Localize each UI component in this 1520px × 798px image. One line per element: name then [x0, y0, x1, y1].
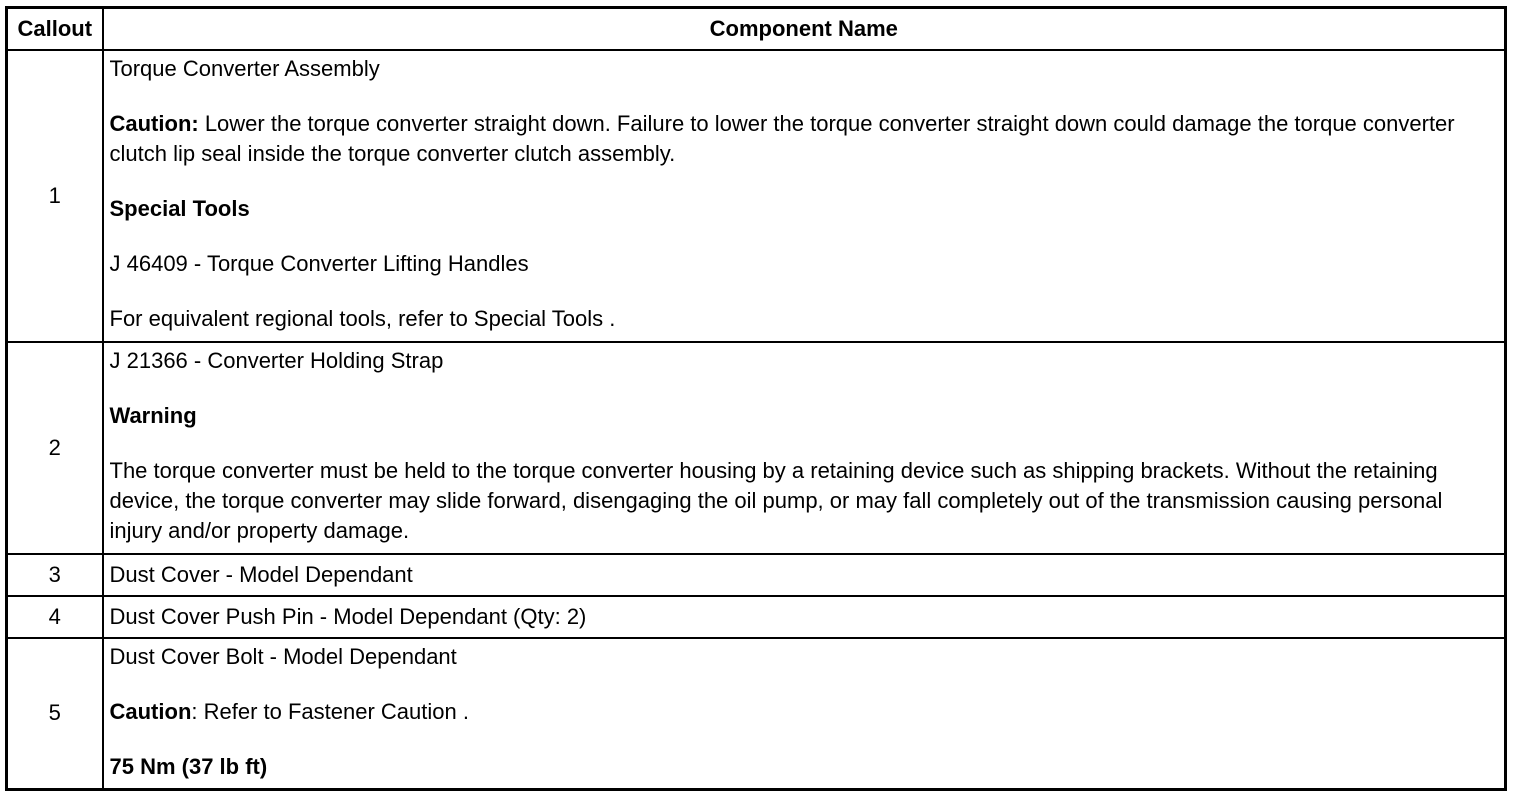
torque-spec: 75 Nm (37 lb ft) — [109, 753, 268, 779]
component-description — [103, 638, 1506, 790]
warning-text: The torque converter must be held to the torque converter housing by a retaining device such as shipping brackets. Without the retaining device, the torque converter may slide forward, disengaging the oil pump, or may fall completely out of the transmission causing personal injury and/or property damage. — [109, 457, 1443, 543]
caution-label: Caution — [109, 698, 192, 724]
component-name: Dust Cover Bolt - Model Dependant — [109, 643, 457, 669]
callout-number: 3 — [7, 554, 103, 596]
table-row — [7, 342, 1506, 554]
warning-heading: Warning — [109, 402, 197, 428]
component-description — [103, 50, 1506, 342]
table-row — [7, 596, 1506, 638]
table-row — [7, 50, 1506, 342]
caution-note — [110, 109, 1499, 169]
caution-text: Lower the torque converter straight down. Failure to lower the torque converter straight down could damage the torque converter clutch lip seal inside the torque converter clutch assembly. — [109, 110, 1455, 166]
callout-number: 2 — [7, 342, 103, 554]
callout-number: 4 — [7, 596, 103, 638]
header-row — [7, 8, 1506, 50]
callout-number: 5 — [7, 638, 103, 790]
caution-label: Caution: — [109, 110, 199, 136]
components-table — [5, 6, 1507, 791]
component-name: Dust Cover - Model Dependant — [103, 554, 1506, 596]
callout-number: 1 — [7, 50, 103, 342]
callout-header: Callout — [7, 8, 103, 50]
caution-text: : Refer to Fastener Caution . — [191, 698, 469, 724]
component-name: Dust Cover Push Pin - Model Dependant (Qty: 2) — [103, 596, 1506, 638]
special-tools-heading: Special Tools — [109, 195, 250, 221]
table-row — [7, 554, 1506, 596]
component-name: J 21366 - Converter Holding Strap — [109, 347, 444, 373]
component-description — [103, 342, 1506, 554]
caution-note — [110, 697, 1499, 727]
component-name-header: Component Name — [103, 8, 1506, 50]
regional-tools-note: For equivalent regional tools, refer to Special Tools . — [109, 305, 616, 331]
special-tool-item: J 46409 - Torque Converter Lifting Handles — [109, 250, 529, 276]
table-row — [7, 638, 1506, 790]
component-name: Torque Converter Assembly — [109, 55, 380, 81]
